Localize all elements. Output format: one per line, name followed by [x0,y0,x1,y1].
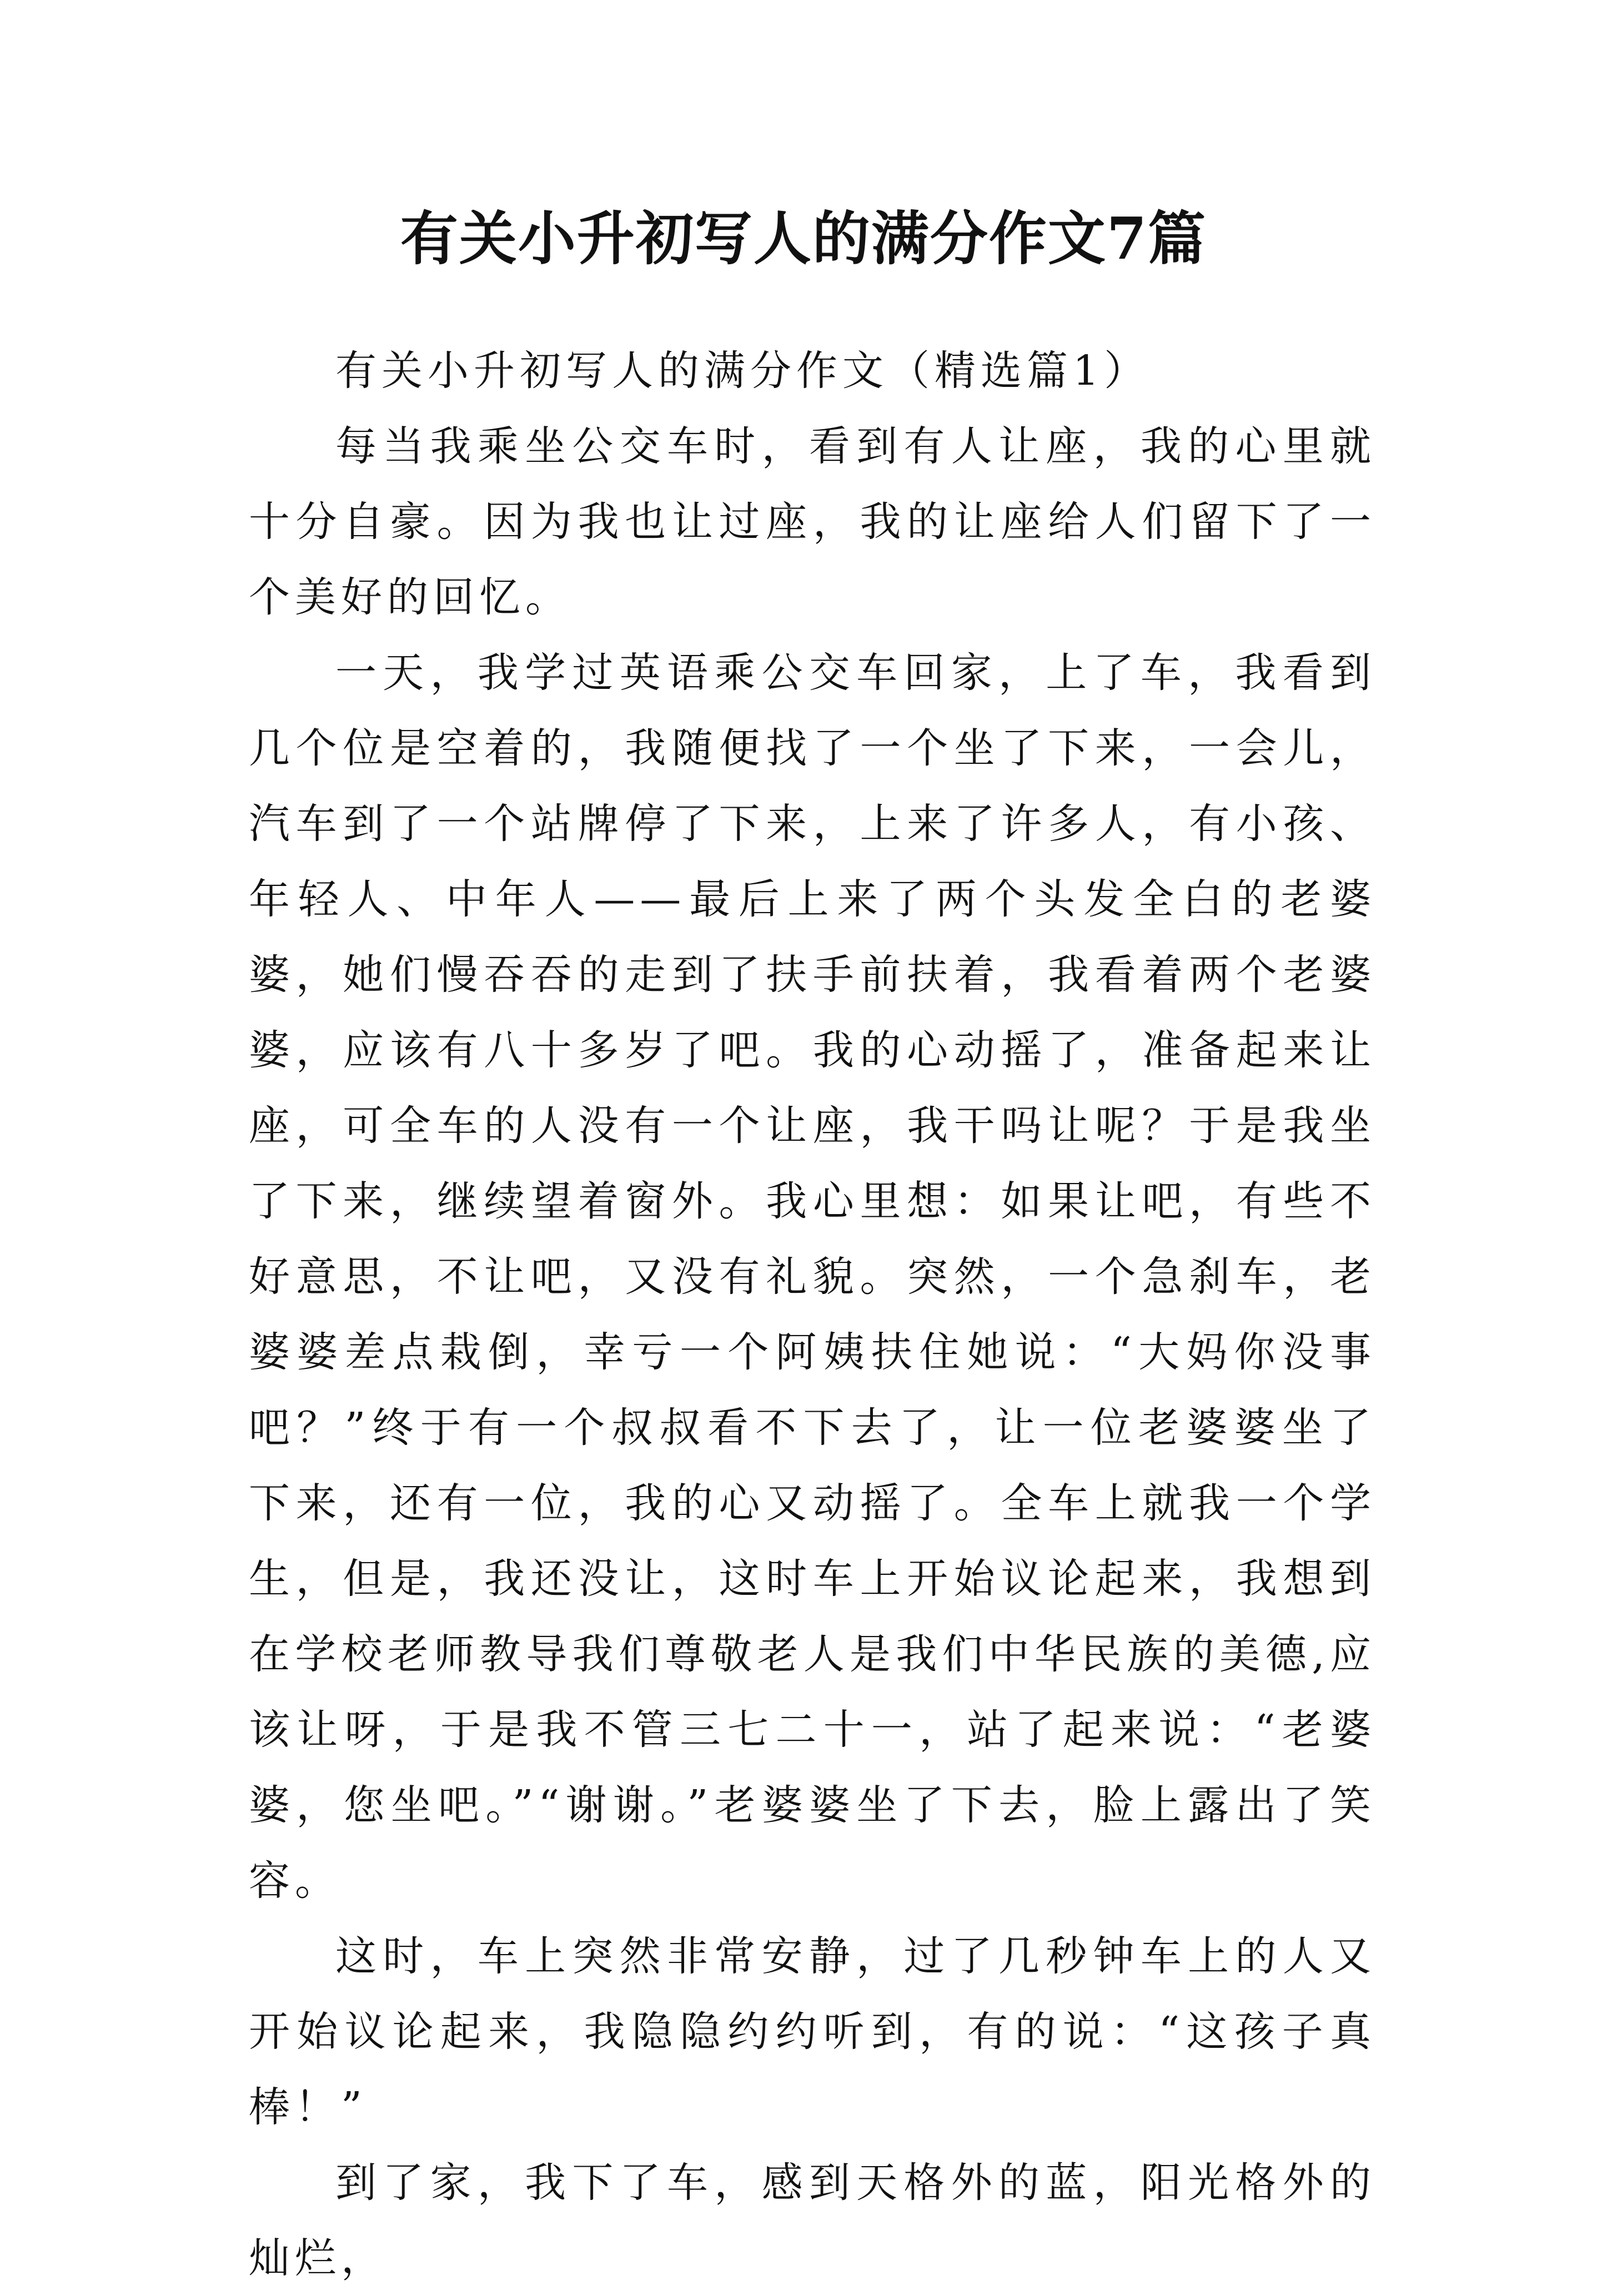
document-title: 有关小升初写人的满分作文7篇 [400,204,1207,273]
paragraph: 这时，车上突然非常安静，过了几秒钟车上的人又开始议论起来，我隐隐约约听到，有的说：“这孩子真棒！” [249,1932,1376,2131]
document-body [249,333,1376,2296]
section-heading: 有关小升初写人的满分作文（精选篇1） [335,347,1151,395]
paragraph: 一天，我学过英语乘公交车回家，上了车，我看到几个位是空着的，我随便找了一个坐了下来，一会儿，汽车到了一个站牌停了下来，上来了许多人，有小孩、年轻人、中年人——最后上来了两个头发全白的老婆婆，她们慢吞吞的走到了扶手前扶着，我看着两个老婆婆，应该有八十多岁了吧。我的心动摇了，准备起来让座，可全车的人没有一个让座，我干吗让呢？于是我坐了下来，继续望着窗外。我心里想：如果让吧，有些不好意思，不让吧，又没有礼貌。突然，一个急刹车，老婆婆差点栽倒，幸亏一个阿姨扶住她说：“大妈你没事吧？”终于有一个叔叔看不下去了，让一位老婆婆坐了下来，还有一位，我的心又动摇了。全车上就我一个学生，但是，我还没让，这时车上开始议论起来，我想到在学校老师教导我们尊敬老人是我们中华民族的美德,应该让呀，于是我不管三七二十一，站了起来说：“老婆婆，您坐吧。”“谢谢。”老婆婆坐了下去，脸上露出了笑容。 [249,649,1376,1905]
paragraph: 每当我乘坐公交车时，看到有人让座，我的心里就十分自豪。因为我也让过座，我的让座给人们留下了一个美好的回忆。 [249,422,1376,621]
paragraph: 到了家，我下了车，感到天格外的蓝，阳光格外的灿烂， [249,2159,1376,2282]
